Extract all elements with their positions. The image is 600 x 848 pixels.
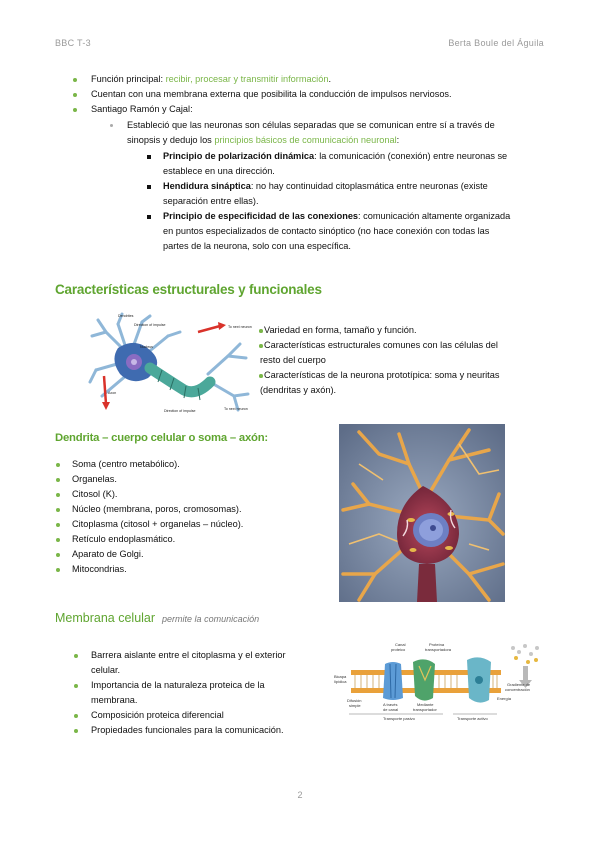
- neuron-label-axon: Axon: [108, 391, 117, 395]
- page-number: 2: [297, 790, 303, 800]
- bullet-dot: [74, 654, 78, 658]
- square-bullet: [147, 155, 151, 159]
- membrane-subtitle: permite la comunicación: [162, 614, 260, 624]
- structural-bullet-3-cont: (dendritas y axón).: [260, 385, 337, 395]
- principle-2-line-1: Hendidura sináptica: no hay continuidad citoplasmática entre neuronas (existe: [163, 181, 488, 191]
- membrane-item-2-cont: membrana.: [91, 695, 138, 705]
- section-heading-dendrite-soma-axon: Dendrita – cuerpo celular o soma – axón:: [55, 432, 268, 444]
- sub-bullet-dot: [110, 124, 113, 127]
- neuron-label-direction-bottom: Direction of impulse: [164, 409, 196, 413]
- soma-item: Aparato de Golgi.: [72, 549, 144, 559]
- section-heading-membrane: [55, 611, 259, 625]
- membrane-label-bicapa: Bicapa: [334, 674, 347, 679]
- soma-item: Retículo endoplasmático.: [72, 534, 176, 544]
- membrane-item-2: Importancia de la naturaleza proteica de la: [91, 680, 265, 690]
- membrane-label-lipidica: lipídica: [334, 679, 347, 684]
- membrane-transport-illustration: [333, 640, 548, 722]
- bullet-dot: [56, 538, 60, 542]
- bullet-dot: [56, 508, 60, 512]
- principle-3-line-3: partes de la neurona, solo con una específica.: [163, 241, 351, 251]
- membrane-label-difusion: Difusión: [347, 698, 362, 703]
- bullet-dot: [73, 108, 77, 112]
- intro-bullet-2: Cuentan con una membrana externa que posibilita la conducción de impulsos nerviosos.: [91, 89, 452, 99]
- membrane-item-4: Propiedades funcionales para la comunicación.: [91, 725, 284, 735]
- soma-item: Citosol (K).: [72, 489, 118, 499]
- membrane-label-mediante: Mediante: [417, 702, 434, 707]
- membrane-label-activo: Transporte activo: [457, 716, 488, 721]
- square-bullet: [147, 215, 151, 219]
- header-left: BBC T-3: [55, 38, 91, 48]
- membrane-label-proteico: proteico: [391, 647, 406, 652]
- membrane-label-transportadora: transportadora: [425, 647, 452, 652]
- soma-item: Soma (centro metabólico).: [72, 459, 180, 469]
- bullet-dot: [56, 523, 60, 527]
- header-right: Berta Boule del Águila: [448, 38, 544, 48]
- membrane-label-simple: simple: [349, 703, 361, 708]
- membrane-label-proteina: Proteína: [429, 642, 445, 647]
- cajal-text-line-1: Estableció que las neuronas son células separadas que se comunican entre sí a través de: [127, 120, 495, 130]
- intro-bullet-1: Función principal: recibir, procesar y transmitir información.: [91, 74, 331, 84]
- neuron-label-to-next-bottom: To next neuron: [224, 407, 248, 411]
- soma-item: Organelas.: [72, 474, 117, 484]
- intro-bullet-3: Santiago Ramón y Cajal:: [91, 104, 193, 114]
- square-bullet: [147, 185, 151, 189]
- bullet-dot: [74, 729, 78, 733]
- cajal-text-line-2: sinopsis y dedujo los principios básicos de comunicación neuronal:: [127, 135, 400, 145]
- bullet-dot: [259, 374, 263, 378]
- bullet-dot: [56, 478, 60, 482]
- membrane-label-concentracion: concentración: [505, 687, 530, 692]
- membrane-item-1: Barrera aislante entre el citoplasma y el exterior: [91, 650, 286, 660]
- bullet-dot: [259, 329, 263, 333]
- bullet-dot: [56, 493, 60, 497]
- principle-1-line-1: Principio de polarización dinámica: la comunicación (conexión) entre neuronas se: [163, 151, 508, 161]
- principle-1-line-2: establece en una dirección.: [163, 166, 275, 176]
- neuron-label-direction-top: Direction of impulse: [134, 323, 166, 327]
- bullet-dot: [74, 714, 78, 718]
- principle-3-line-1: Principio de especificidad de las conexiones: comunicación altamente organizada: [163, 211, 511, 221]
- bullet-dot: [73, 93, 77, 97]
- section-heading-structural: Características estructurales y funcionales: [55, 282, 322, 297]
- membrane-title: Membrana celular: [55, 611, 156, 625]
- structural-bullet-2: Características estructurales comunes con las células del: [264, 340, 498, 350]
- membrane-label-transportador: transportador: [413, 707, 437, 712]
- soma-item: Núcleo (membrana, poros, cromosomas).: [72, 504, 242, 514]
- membrane-label-de-canal: de canal: [383, 707, 399, 712]
- membrane-label-gradiente: Gradiente de: [507, 682, 531, 687]
- neuron-label-to-next-top: To next neuron: [228, 325, 252, 329]
- structural-bullet-2-cont: resto del cuerpo: [260, 355, 326, 365]
- membrane-item-3: Composición proteica diferencial: [91, 710, 224, 720]
- neuron-label-dendrites: Dendrites: [118, 314, 134, 318]
- bullet-dot: [56, 463, 60, 467]
- neuron-label-nucleus: Nucleus: [140, 345, 153, 349]
- bullet-dot: [73, 78, 77, 82]
- structural-bullet-1: Variedad en forma, tamaño y función.: [264, 325, 417, 335]
- bullet-dot: [56, 553, 60, 557]
- soma-item: Mitocondrias.: [72, 564, 127, 574]
- bullet-dot: [259, 344, 263, 348]
- neuron-illustration: [88, 312, 253, 417]
- principle-3-line-2: en puntos especializados de contacto sinóptico (no hace conexión con todas las: [163, 226, 490, 236]
- bullet-dot: [56, 568, 60, 572]
- membrane-label-a-traves: A través: [383, 702, 398, 707]
- structural-bullet-3: Características de la neurona prototípica: soma y neuritas: [264, 370, 500, 380]
- membrane-label-pasivo: Transporte pasivo: [383, 716, 415, 721]
- cell-body-illustration: [339, 424, 505, 602]
- membrane-label-canal: Canal: [395, 642, 406, 647]
- soma-item: Citoplasma (citosol + organelas – núcleo).: [72, 519, 244, 529]
- membrane-item-1-cont: celular.: [91, 665, 121, 675]
- membrane-label-energia: Energía: [497, 696, 512, 701]
- bullet-dot: [74, 684, 78, 688]
- principle-2-line-2: separación entre ellas).: [163, 196, 259, 206]
